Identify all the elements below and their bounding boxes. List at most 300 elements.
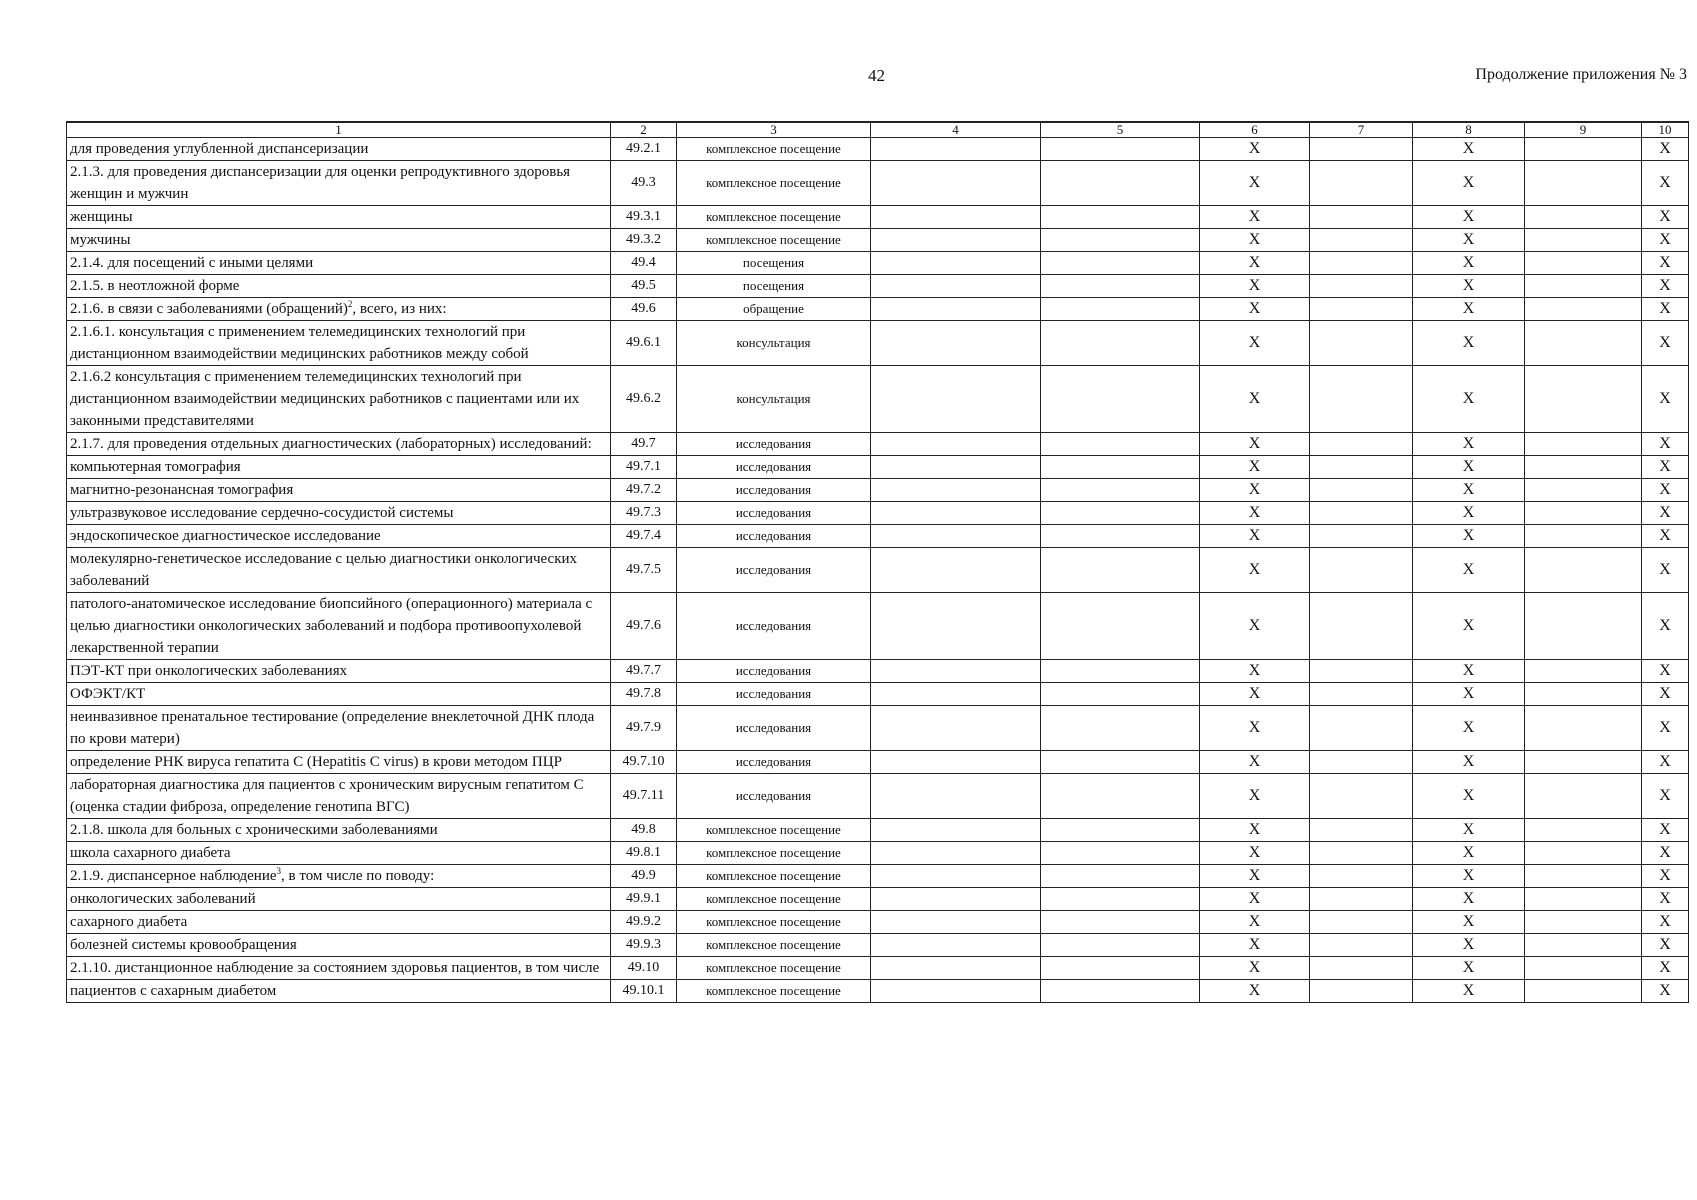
table-row (67, 819, 1689, 842)
table-row (67, 229, 1689, 252)
empty-cell-col-5 (1041, 275, 1200, 298)
x-mark-col-10: X (1642, 525, 1689, 548)
empty-cell-col-5 (1041, 321, 1200, 366)
empty-cell-col-4 (871, 548, 1041, 593)
row-code: 49.6 (611, 298, 677, 321)
row-unit: обращение (677, 298, 871, 321)
empty-cell-col-4 (871, 502, 1041, 525)
table-row (67, 706, 1689, 751)
row-code: 49.9.3 (611, 934, 677, 957)
row-unit: комплексное посещение (677, 138, 871, 161)
x-mark-col-10: X (1642, 252, 1689, 275)
empty-cell-col-4 (871, 980, 1041, 1003)
empty-cell-col-7 (1310, 683, 1413, 706)
empty-cell-col-7 (1310, 548, 1413, 593)
empty-cell-col-7 (1310, 161, 1413, 206)
data-table (66, 121, 1689, 1003)
row-name-text: пациентов с сахарным диабетом (70, 983, 277, 999)
table-row (67, 548, 1689, 593)
row-name (67, 252, 611, 275)
column-number: 9 (1525, 122, 1642, 138)
row-code: 49.7.11 (611, 774, 677, 819)
x-mark-col-8: X (1413, 593, 1525, 660)
empty-cell-col-5 (1041, 842, 1200, 865)
empty-cell-col-4 (871, 888, 1041, 911)
empty-cell-col-5 (1041, 433, 1200, 456)
empty-cell-col-9 (1525, 479, 1642, 502)
x-mark-col-10: X (1642, 161, 1689, 206)
empty-cell-col-5 (1041, 957, 1200, 980)
x-mark-col-10: X (1642, 229, 1689, 252)
row-name (67, 593, 611, 660)
empty-cell-col-5 (1041, 138, 1200, 161)
row-code: 49.10.1 (611, 980, 677, 1003)
empty-cell-col-4 (871, 525, 1041, 548)
row-name (67, 138, 611, 161)
x-mark-col-10: X (1642, 206, 1689, 229)
x-mark-col-6: X (1200, 525, 1310, 548)
table-row (67, 911, 1689, 934)
empty-cell-col-9 (1525, 321, 1642, 366)
row-name (67, 660, 611, 683)
empty-cell-col-9 (1525, 456, 1642, 479)
row-unit: комплексное посещение (677, 980, 871, 1003)
row-name (67, 525, 611, 548)
row-unit: комплексное посещение (677, 888, 871, 911)
row-unit: исследования (677, 706, 871, 751)
empty-cell-col-5 (1041, 911, 1200, 934)
row-name (67, 456, 611, 479)
row-name (67, 911, 611, 934)
empty-cell-col-5 (1041, 229, 1200, 252)
x-mark-col-10: X (1642, 275, 1689, 298)
row-code: 49.7.6 (611, 593, 677, 660)
x-mark-col-8: X (1413, 525, 1525, 548)
row-name (67, 161, 611, 206)
x-mark-col-6: X (1200, 819, 1310, 842)
x-mark-col-8: X (1413, 456, 1525, 479)
x-mark-col-8: X (1413, 206, 1525, 229)
empty-cell-col-9 (1525, 366, 1642, 433)
row-name-tail: , в том числе по поводу: (281, 868, 435, 884)
row-name-text: 2.1.10. дистанционное наблюдение за состоянием здоровья пациентов, в том числе (70, 960, 600, 976)
empty-cell-col-7 (1310, 479, 1413, 502)
row-code: 49.3.2 (611, 229, 677, 252)
row-name-text: 2.1.7. для проведения отдельных диагностических (лабораторных) исследований: (70, 436, 592, 452)
empty-cell-col-7 (1310, 298, 1413, 321)
row-code: 49.2.1 (611, 138, 677, 161)
row-code: 49.9.2 (611, 911, 677, 934)
row-name (67, 548, 611, 593)
empty-cell-col-4 (871, 706, 1041, 751)
row-name (67, 774, 611, 819)
row-name-text: неинвазивное пренатальное тестирование (определение внеклеточной ДНК плода по крови матери) (70, 709, 595, 747)
row-unit: исследования (677, 751, 871, 774)
empty-cell-col-7 (1310, 842, 1413, 865)
x-mark-col-6: X (1200, 865, 1310, 888)
row-code: 49.3 (611, 161, 677, 206)
row-code: 49.7.1 (611, 456, 677, 479)
x-mark-col-10: X (1642, 548, 1689, 593)
empty-cell-col-4 (871, 819, 1041, 842)
empty-cell-col-5 (1041, 751, 1200, 774)
row-unit: комплексное посещение (677, 161, 871, 206)
table-row (67, 206, 1689, 229)
row-name-text: определение РНК вируса гепатита С (Hepatitis C virus) в крови методом ПЦР (70, 754, 562, 770)
empty-cell-col-7 (1310, 957, 1413, 980)
table-row (67, 252, 1689, 275)
empty-cell-col-7 (1310, 206, 1413, 229)
empty-cell-col-4 (871, 433, 1041, 456)
row-name-text: для проведения углубленной диспансеризации (70, 141, 369, 157)
x-mark-col-10: X (1642, 706, 1689, 751)
x-mark-col-6: X (1200, 321, 1310, 366)
table-row (67, 502, 1689, 525)
row-name-text: 2.1.6.2 консультация с применением телемедицинских технологий при дистанционном взаимодействии медицинских работников с пациентами или их законными представителями (70, 369, 580, 429)
row-code: 49.7.3 (611, 502, 677, 525)
x-mark-col-6: X (1200, 275, 1310, 298)
row-name-text: магнитно-резонансная томография (70, 482, 294, 498)
table-row (67, 774, 1689, 819)
x-mark-col-6: X (1200, 252, 1310, 275)
x-mark-col-10: X (1642, 957, 1689, 980)
x-mark-col-6: X (1200, 706, 1310, 751)
table-row (67, 934, 1689, 957)
row-code: 49.4 (611, 252, 677, 275)
empty-cell-col-7 (1310, 660, 1413, 683)
empty-cell-col-7 (1310, 138, 1413, 161)
x-mark-col-6: X (1200, 366, 1310, 433)
empty-cell-col-4 (871, 298, 1041, 321)
empty-cell-col-4 (871, 366, 1041, 433)
empty-cell-col-9 (1525, 911, 1642, 934)
empty-cell-col-5 (1041, 865, 1200, 888)
row-name (67, 229, 611, 252)
empty-cell-col-9 (1525, 298, 1642, 321)
x-mark-col-8: X (1413, 252, 1525, 275)
row-name-text: женщины (70, 209, 133, 225)
empty-cell-col-9 (1525, 433, 1642, 456)
row-name-text: ПЭТ-КТ при онкологических заболеваниях (70, 663, 348, 679)
empty-cell-col-5 (1041, 683, 1200, 706)
row-unit: комплексное посещение (677, 206, 871, 229)
row-name-text: патолого-анатомическое исследование биопсийного (операционного) материала с целью диагностики онкологических заболеваний и подбора противоопухолевой лекарственной терапии (70, 596, 593, 656)
row-name-text: сахарного диабета (70, 914, 188, 930)
row-unit: комплексное посещение (677, 865, 871, 888)
empty-cell-col-5 (1041, 774, 1200, 819)
row-name (67, 842, 611, 865)
empty-cell-col-9 (1525, 206, 1642, 229)
row-name-text: эндоскопическое диагностическое исследование (70, 528, 381, 544)
x-mark-col-8: X (1413, 957, 1525, 980)
empty-cell-col-9 (1525, 660, 1642, 683)
empty-cell-col-9 (1525, 525, 1642, 548)
x-mark-col-10: X (1642, 934, 1689, 957)
empty-cell-col-4 (871, 161, 1041, 206)
empty-cell-col-7 (1310, 706, 1413, 751)
row-name (67, 957, 611, 980)
row-code: 49.3.1 (611, 206, 677, 229)
x-mark-col-6: X (1200, 229, 1310, 252)
column-number: 6 (1200, 122, 1310, 138)
empty-cell-col-9 (1525, 161, 1642, 206)
x-mark-col-10: X (1642, 456, 1689, 479)
appendix-note: Продолжение приложения № 3 (1475, 66, 1687, 83)
column-number: 3 (677, 122, 871, 138)
x-mark-col-8: X (1413, 321, 1525, 366)
empty-cell-col-9 (1525, 751, 1642, 774)
column-number: 4 (871, 122, 1041, 138)
empty-cell-col-7 (1310, 751, 1413, 774)
empty-cell-col-5 (1041, 980, 1200, 1003)
row-code: 49.7.10 (611, 751, 677, 774)
empty-cell-col-5 (1041, 525, 1200, 548)
row-name (67, 706, 611, 751)
x-mark-col-10: X (1642, 433, 1689, 456)
empty-cell-col-5 (1041, 934, 1200, 957)
x-mark-col-10: X (1642, 321, 1689, 366)
empty-cell-col-5 (1041, 502, 1200, 525)
empty-cell-col-4 (871, 252, 1041, 275)
x-mark-col-6: X (1200, 660, 1310, 683)
x-mark-col-10: X (1642, 298, 1689, 321)
row-code: 49.7.4 (611, 525, 677, 548)
row-name-text: болезней системы кровообращения (70, 937, 297, 953)
table-row (67, 842, 1689, 865)
empty-cell-col-5 (1041, 548, 1200, 593)
x-mark-col-10: X (1642, 842, 1689, 865)
row-name (67, 366, 611, 433)
x-mark-col-6: X (1200, 751, 1310, 774)
x-mark-col-8: X (1413, 934, 1525, 957)
row-unit: исследования (677, 456, 871, 479)
empty-cell-col-4 (871, 660, 1041, 683)
empty-cell-col-7 (1310, 525, 1413, 548)
row-code: 49.6.2 (611, 366, 677, 433)
row-name-text: 2.1.5. в неотложной форме (70, 278, 240, 294)
row-code: 49.8.1 (611, 842, 677, 865)
x-mark-col-6: X (1200, 298, 1310, 321)
empty-cell-col-5 (1041, 161, 1200, 206)
x-mark-col-6: X (1200, 842, 1310, 865)
table-row (67, 433, 1689, 456)
x-mark-col-8: X (1413, 366, 1525, 433)
row-name-tail: , всего, из них: (352, 301, 447, 317)
empty-cell-col-9 (1525, 252, 1642, 275)
empty-cell-col-9 (1525, 842, 1642, 865)
x-mark-col-6: X (1200, 980, 1310, 1003)
empty-cell-col-7 (1310, 865, 1413, 888)
x-mark-col-8: X (1413, 911, 1525, 934)
row-name-text: 2.1.6. в связи с заболеваниями (обращений) (70, 301, 348, 317)
empty-cell-col-4 (871, 479, 1041, 502)
empty-cell-col-5 (1041, 593, 1200, 660)
table-row (67, 479, 1689, 502)
x-mark-col-10: X (1642, 888, 1689, 911)
empty-cell-col-4 (871, 911, 1041, 934)
x-mark-col-10: X (1642, 502, 1689, 525)
x-mark-col-10: X (1642, 138, 1689, 161)
empty-cell-col-4 (871, 138, 1041, 161)
row-code: 49.7.8 (611, 683, 677, 706)
x-mark-col-6: X (1200, 957, 1310, 980)
table-row (67, 275, 1689, 298)
x-mark-col-6: X (1200, 888, 1310, 911)
empty-cell-col-7 (1310, 229, 1413, 252)
empty-cell-col-5 (1041, 456, 1200, 479)
empty-cell-col-5 (1041, 888, 1200, 911)
x-mark-col-6: X (1200, 479, 1310, 502)
row-code: 49.9 (611, 865, 677, 888)
empty-cell-col-4 (871, 934, 1041, 957)
row-name-text: 2.1.8. школа для больных с хроническими заболеваниями (70, 822, 438, 838)
x-mark-col-6: X (1200, 206, 1310, 229)
x-mark-col-8: X (1413, 433, 1525, 456)
empty-cell-col-9 (1525, 888, 1642, 911)
table-row (67, 456, 1689, 479)
row-code: 49.8 (611, 819, 677, 842)
empty-cell-col-9 (1525, 548, 1642, 593)
x-mark-col-8: X (1413, 980, 1525, 1003)
empty-cell-col-7 (1310, 819, 1413, 842)
row-name (67, 275, 611, 298)
column-number: 1 (67, 122, 611, 138)
x-mark-col-10: X (1642, 683, 1689, 706)
column-number: 10 (1642, 122, 1689, 138)
column-number: 7 (1310, 122, 1413, 138)
column-number-row (67, 122, 1689, 138)
x-mark-col-6: X (1200, 161, 1310, 206)
empty-cell-col-7 (1310, 275, 1413, 298)
row-code: 49.6.1 (611, 321, 677, 366)
empty-cell-col-5 (1041, 819, 1200, 842)
empty-cell-col-9 (1525, 683, 1642, 706)
x-mark-col-8: X (1413, 275, 1525, 298)
x-mark-col-8: X (1413, 683, 1525, 706)
table-row (67, 980, 1689, 1003)
row-name-text: мужчины (70, 232, 131, 248)
column-number: 5 (1041, 122, 1200, 138)
x-mark-col-8: X (1413, 298, 1525, 321)
x-mark-col-6: X (1200, 911, 1310, 934)
empty-cell-col-9 (1525, 865, 1642, 888)
row-name-text: ультразвуковое исследование сердечно-сосудистой системы (70, 505, 454, 521)
row-name (67, 683, 611, 706)
table-row (67, 321, 1689, 366)
x-mark-col-8: X (1413, 774, 1525, 819)
column-number: 8 (1413, 122, 1525, 138)
row-unit: комплексное посещение (677, 819, 871, 842)
row-name (67, 298, 611, 321)
table-row (67, 888, 1689, 911)
row-name (67, 751, 611, 774)
empty-cell-col-5 (1041, 479, 1200, 502)
empty-cell-col-4 (871, 321, 1041, 366)
empty-cell-col-4 (871, 865, 1041, 888)
row-name-text: компьютерная томография (70, 459, 241, 475)
table-row (67, 683, 1689, 706)
row-unit: исследования (677, 525, 871, 548)
row-unit: посещения (677, 252, 871, 275)
empty-cell-col-4 (871, 275, 1041, 298)
x-mark-col-10: X (1642, 366, 1689, 433)
empty-cell-col-9 (1525, 502, 1642, 525)
empty-cell-col-7 (1310, 456, 1413, 479)
empty-cell-col-7 (1310, 502, 1413, 525)
page-number: 42 (868, 66, 885, 85)
row-code: 49.9.1 (611, 888, 677, 911)
row-unit: исследования (677, 593, 871, 660)
row-name-text: 2.1.4. для посещений с иными целями (70, 255, 314, 271)
x-mark-col-8: X (1413, 751, 1525, 774)
x-mark-col-10: X (1642, 980, 1689, 1003)
x-mark-col-8: X (1413, 842, 1525, 865)
x-mark-col-10: X (1642, 911, 1689, 934)
empty-cell-col-7 (1310, 321, 1413, 366)
empty-cell-col-9 (1525, 934, 1642, 957)
row-name-text: молекулярно-генетическое исследование с целью диагностики онкологических заболеваний (70, 551, 578, 589)
row-unit: исследования (677, 433, 871, 456)
table-row (67, 957, 1689, 980)
empty-cell-col-4 (871, 593, 1041, 660)
empty-cell-col-9 (1525, 229, 1642, 252)
x-mark-col-8: X (1413, 548, 1525, 593)
x-mark-col-6: X (1200, 502, 1310, 525)
row-unit: консультация (677, 321, 871, 366)
empty-cell-col-7 (1310, 252, 1413, 275)
row-unit: исследования (677, 774, 871, 819)
column-number: 2 (611, 122, 677, 138)
x-mark-col-6: X (1200, 433, 1310, 456)
empty-cell-col-4 (871, 957, 1041, 980)
table-row (67, 865, 1689, 888)
x-mark-col-10: X (1642, 479, 1689, 502)
empty-cell-col-5 (1041, 706, 1200, 751)
x-mark-col-8: X (1413, 819, 1525, 842)
x-mark-col-10: X (1642, 593, 1689, 660)
empty-cell-col-7 (1310, 774, 1413, 819)
row-unit: исследования (677, 683, 871, 706)
empty-cell-col-7 (1310, 593, 1413, 660)
row-name (67, 934, 611, 957)
row-code: 49.7.5 (611, 548, 677, 593)
empty-cell-col-4 (871, 229, 1041, 252)
table-row (67, 161, 1689, 206)
x-mark-col-6: X (1200, 934, 1310, 957)
x-mark-col-8: X (1413, 660, 1525, 683)
row-code: 49.7.9 (611, 706, 677, 751)
row-code: 49.7.7 (611, 660, 677, 683)
row-name (67, 888, 611, 911)
row-unit: исследования (677, 479, 871, 502)
empty-cell-col-9 (1525, 706, 1642, 751)
row-name-text: лабораторная диагностика для пациентов с хроническим вирусным гепатитом С (оценка стадии фиброза, определение генотипа ВГС) (70, 777, 584, 815)
table-row (67, 366, 1689, 433)
row-unit: исследования (677, 548, 871, 593)
row-name (67, 206, 611, 229)
table-row (67, 298, 1689, 321)
table-row (67, 525, 1689, 548)
empty-cell-col-5 (1041, 206, 1200, 229)
empty-cell-col-7 (1310, 911, 1413, 934)
row-name (67, 819, 611, 842)
x-mark-col-10: X (1642, 819, 1689, 842)
x-mark-col-8: X (1413, 138, 1525, 161)
row-name (67, 865, 611, 888)
x-mark-col-8: X (1413, 161, 1525, 206)
row-unit: комплексное посещение (677, 934, 871, 957)
row-name (67, 502, 611, 525)
